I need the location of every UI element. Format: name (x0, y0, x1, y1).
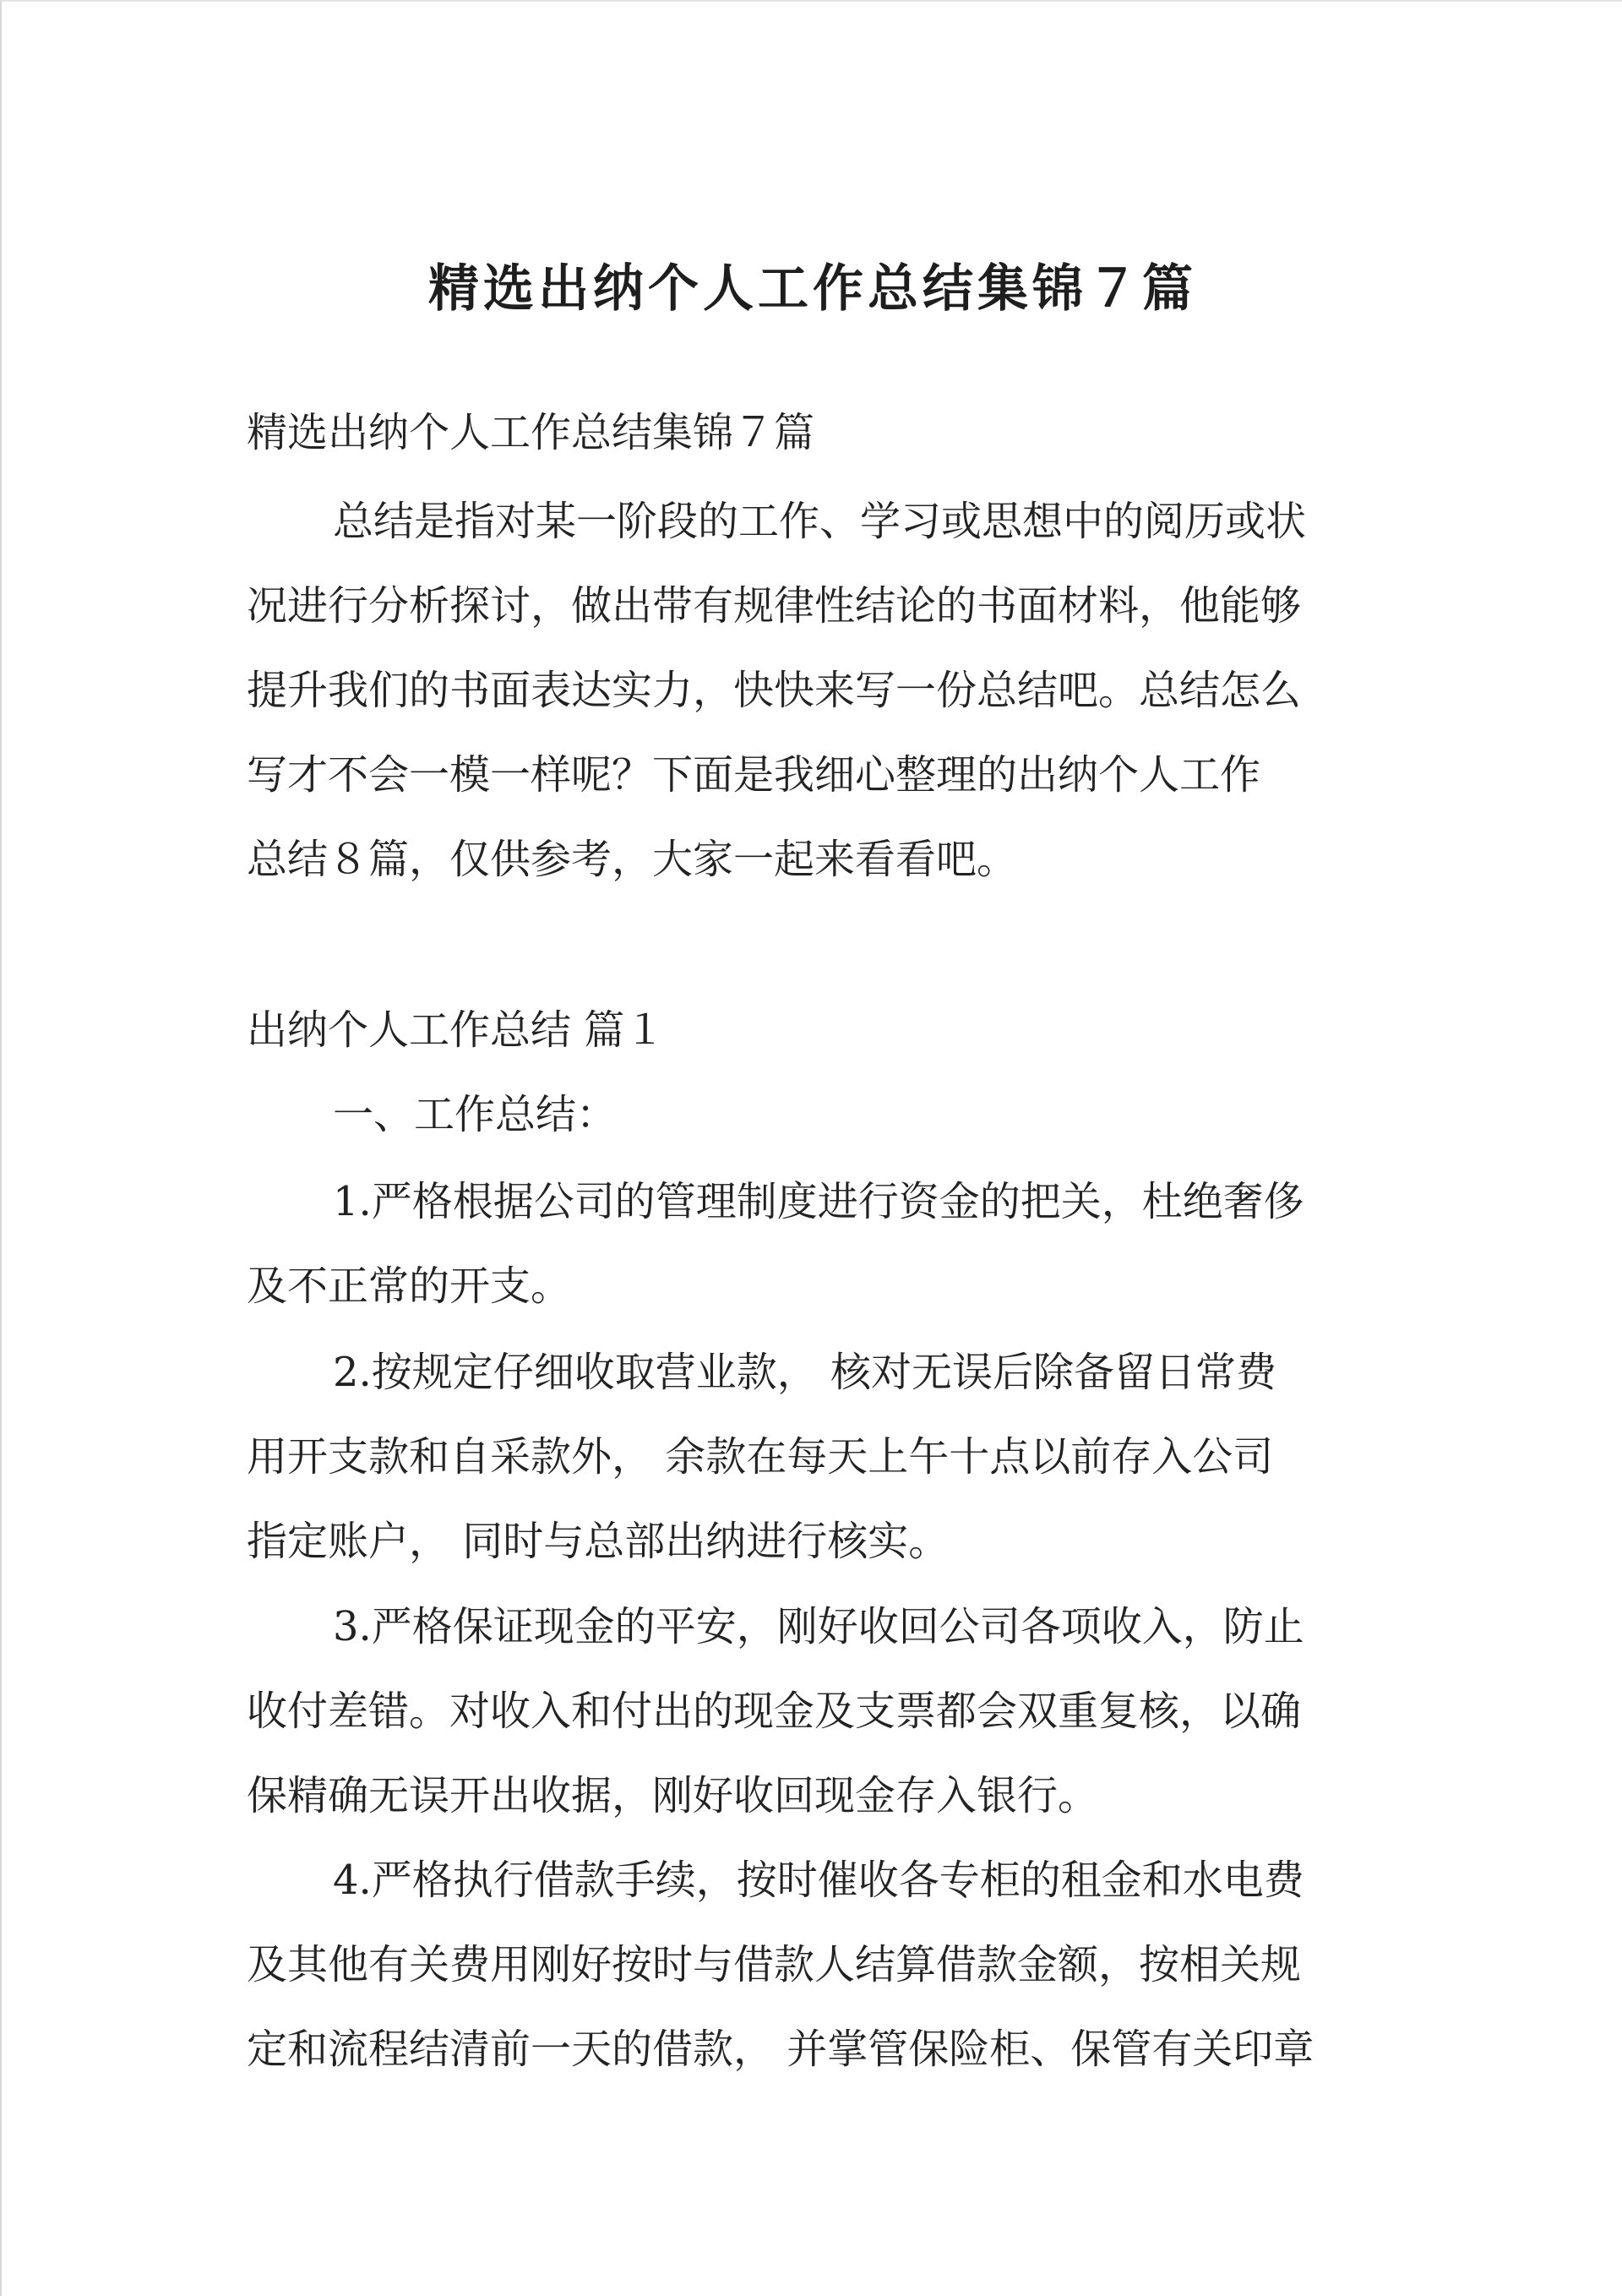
item-line: 1.严格根据公司的管理制度进行资金的把关，杜绝奢侈 (333, 1178, 1304, 1225)
item-line: 指定账户， 同时与总部出纳进行核实。 (247, 1518, 950, 1565)
document-subtitle (247, 390, 1379, 475)
section-heading-text: 出纳个人工作总结 篇１ (247, 1006, 666, 1054)
item-line: 2.按规定仔细收取营业款， 核对无误后除备留日常费 (333, 1349, 1277, 1396)
intro-paragraph (247, 479, 1379, 902)
item-line: 3.严格保证现金的平安，刚好收回公司各项收入，防止 (333, 1603, 1304, 1650)
item-line: 及不正常的开支。 (247, 1263, 572, 1310)
intro-line: 总结是指对某一阶段的工作、学习或思想中的阅历或状 (333, 498, 1307, 545)
item-3-paragraph (247, 1584, 1379, 1838)
item-line: 及其他有关费用刚好按时与借款人结算借款金额，按相关规 (247, 1941, 1302, 1988)
item-line: 定和流程结清前一天的借款， 并掌管保险柜、保管有关印章 (247, 2026, 1314, 2073)
document-title: 精选出纳个人工作总结集锦７篇 (428, 259, 1197, 319)
intro-line: 总结８篇，仅供参考，大家一起来看看吧。 (247, 836, 1018, 883)
section-heading (247, 988, 1379, 1072)
item-2-paragraph (247, 1330, 1379, 1584)
subtitle-line: 精选出纳个人工作总结集锦７篇 (247, 409, 815, 456)
item-line: 用开支款和自采款外， 余款在每天上午十点以前存入公司 (247, 1433, 1274, 1481)
item-1-paragraph (247, 1159, 1379, 1328)
subsection-heading (247, 1072, 1379, 1157)
item-line: 保精确无误开出收据，刚好收回现金存入银行。 (247, 1772, 1099, 1819)
item-line: 4.严格执行借款手续，按时催收各专柜的租金和水电费 (333, 1857, 1304, 1904)
item-line: 收付差错。对收入和付出的现金及支票都会双重复核，以确 (247, 1688, 1302, 1735)
subsection-heading-text: 一、工作总结： (333, 1091, 618, 1138)
intro-line: 提升我们的书面表达实力，快快来写一份总结吧。总结怎么 (247, 667, 1302, 714)
intro-line: 况进行分析探讨，做出带有规律性结论的书面材料，他能够 (247, 582, 1302, 630)
item-4-paragraph (247, 1838, 1379, 2091)
intro-line: 写才不会一模一样呢？下面是我细心整理的出纳个人工作 (247, 751, 1261, 799)
